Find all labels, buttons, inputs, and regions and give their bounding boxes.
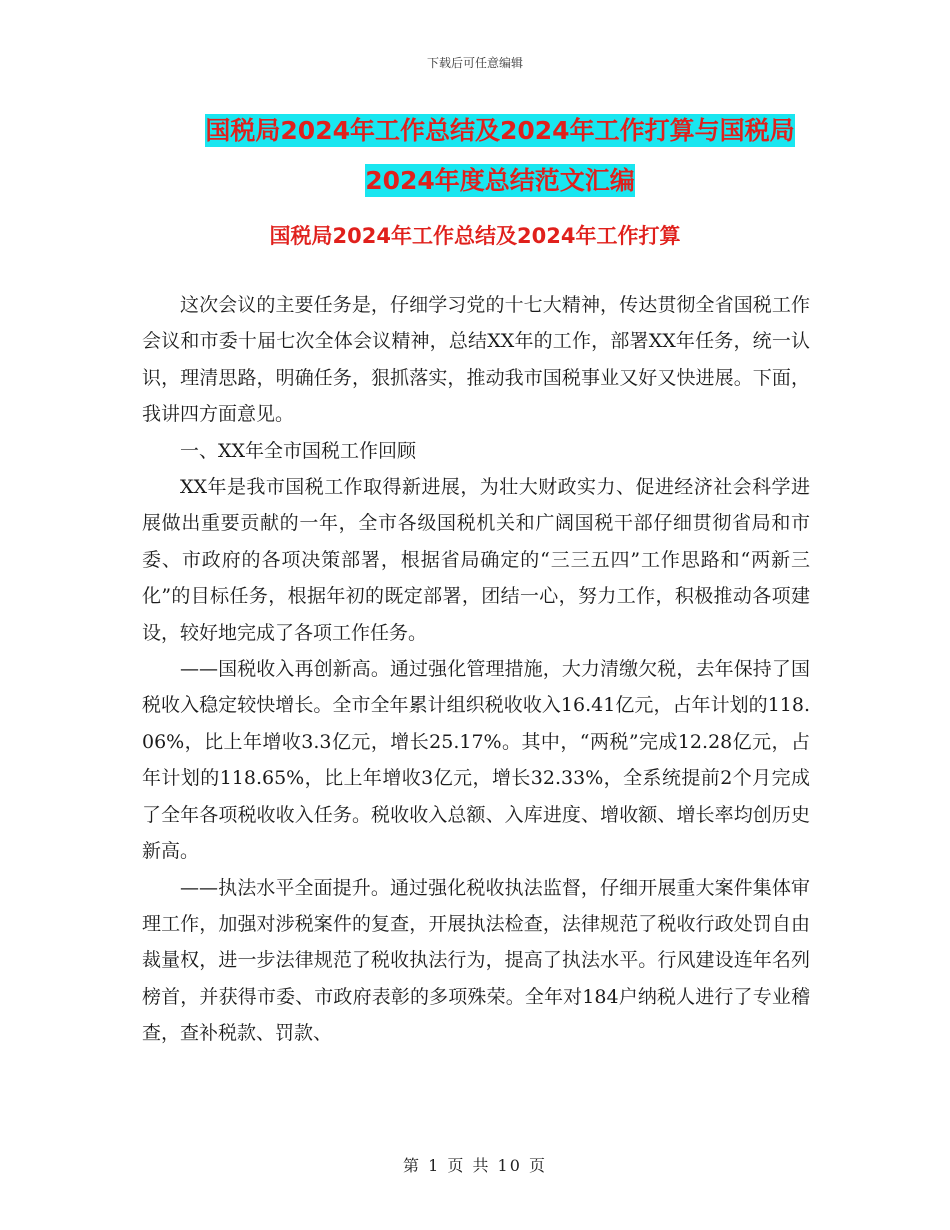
document-title — [140, 106, 860, 206]
page-number: 第 1 页 共 10 页 — [403, 1156, 547, 1175]
paragraph: 一、XX年全市国税工作回顾 — [180, 439, 417, 462]
header-note: 下载后可任意编辑 — [426, 56, 523, 70]
paragraph: ——执法水平全面提升。通过强化税收执法监督，仔细开展重大案件集体审理工作，加强对涉税案件的复查，开展执法检查，法律规范了税收行政处罚自由裁量权，进一步法律规范了税收执法行为，提高了执法水平。行风建设连年名列榜首，并获得市委、市政府表彰的多项殊荣。全年对184户纳税人进行了专业稽查，查补税款、罚款、 — [142, 876, 810, 1045]
document-title-line1: 国税局2024年工作总结及2024年工作打算与国税局 — [205, 116, 795, 145]
document-body — [142, 287, 810, 1052]
section-title: 国税局2024年工作总结及2024年工作打算 — [269, 224, 681, 248]
document-title-line2: 2024年度总结范文汇编 — [365, 166, 635, 195]
paragraph: ——国税收入再创新高。通过强化管理措施，大力清缴欠税，去年保持了国税收入稳定较快增长。全市全年累计组织税收收入16.41亿元，占年计划的118.06%，比上年增收3.3亿元，增长25.17%。其中，“两税”完成12.28亿元，占年计划的118.65%，比上年增收3亿元，增长32.33%，全系统提前2个月完成了全年各项税收收入任务。税收收入总额、入库进度、增收额、增长率均创历史新高。 — [142, 658, 810, 863]
paragraph: XX年是我市国税工作取得新进展，为壮大财政实力、促进经济社会科学进展做出重要贡献的一年，全市各级国税机关和广阔国税干部仔细贯彻省局和市委、市政府的各项决策部署，根据省局确定的“三三五四”工作思路和“两新三化”的目标任务，根据年初的既定部署，团结一心，努力工作，积极推动各项建设，较好地完成了各项工作任务。 — [142, 476, 810, 644]
paragraph: 这次会议的主要任务是，仔细学习党的十七大精神，传达贯彻全省国税工作会议和市委十届七次全体会议精神，总结XX年的工作，部署XX年任务，统一认识，理清思路，明确任务，狠抓落实，推动我市国税事业又好又快进展。下面，我讲四方面意见。 — [142, 294, 810, 426]
